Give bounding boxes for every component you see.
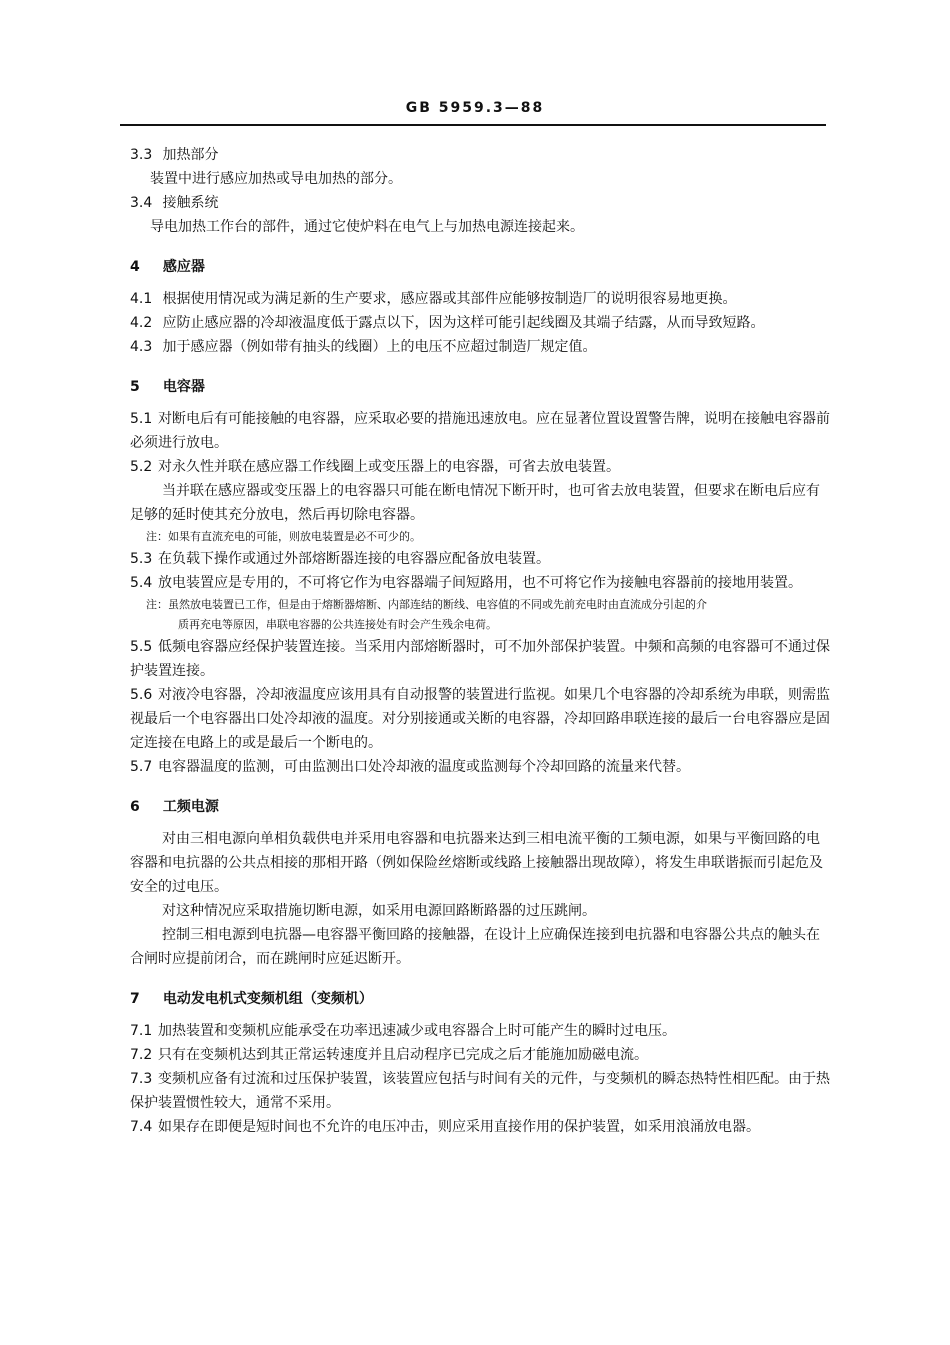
clause-5-4 <box>130 571 830 595</box>
section-number: 5 <box>130 379 140 395</box>
note-5-4 <box>130 595 830 635</box>
section-5-heading <box>130 375 830 399</box>
clause-7-1 <box>130 1019 830 1043</box>
clause-number: 7.3 <box>130 1071 153 1087</box>
clause-text: 对断电后有可能接触的电容器，应采取必要的措施迅速放电。应在显著位置设置警告牌，说明在接触电容器前必须进行放电。 <box>130 411 830 451</box>
clause-title: 接触系统 <box>162 195 219 211</box>
clause-text: 对永久性并联在感应器工作线圈上或变压器上的电容器，可省去放电装置。 <box>158 459 620 475</box>
clause-text: 加热装置和变频机应能承受在功率迅速减少或电容器合上时可能产生的瞬时过电压。 <box>158 1023 676 1039</box>
clause-text: 在负载下操作或通过外部熔断器连接的电容器应配备放电装置。 <box>158 551 550 567</box>
clause-7-4 <box>130 1115 830 1139</box>
clause-5-7 <box>130 755 830 779</box>
clause-5-6 <box>130 683 830 755</box>
section-6-heading <box>130 795 830 819</box>
section-title: 工频电源 <box>162 799 219 815</box>
clause-text: 对液冷电容器，冷却液温度应该用具有自动报警的装置进行监视。如果几个电容器的冷却系统为串联，则需监视最后一个电容器出口处冷却液的温度。对分别接通或关断的电容器，冷却回路串联连接的最后一台电容器应是固定连接在电路上的或是最后一个断电的。 <box>130 687 830 751</box>
clause-number: 5.4 <box>130 575 153 591</box>
section-number: 6 <box>130 799 140 815</box>
clause-number: 5.7 <box>130 759 153 775</box>
section-7-heading <box>130 987 830 1011</box>
clause-number: 7.2 <box>130 1047 153 1063</box>
section-title: 电动发电机式变频机组（变频机） <box>162 991 373 1007</box>
clause-number: 7.1 <box>130 1023 153 1039</box>
clause-number: 5.1 <box>130 411 153 427</box>
note-line: 注：虽然放电装置已工作，但是由于熔断器熔断、内部连结的断线、电容值的不同或先前充电时由直流成分引起的介 <box>146 598 707 611</box>
clause-number: 5.6 <box>130 687 153 703</box>
section-4-heading <box>130 255 830 279</box>
clause-title: 加热部分 <box>162 147 219 163</box>
note-5-2: 注：如果有直流充电的可能，则放电装置是必不可少的。 <box>146 530 421 543</box>
clause-text: 应防止感应器的冷却液温度低于露点以下，因为这样可能引起线圈及其端子结露，从而导致短路。 <box>162 315 765 331</box>
clause-number: 7.4 <box>130 1119 153 1135</box>
clause-text: 变频机应备有过流和过压保护装置，该装置应包括与时间有关的元件，与变频机的瞬态热特性相匹配。由于热保护装置惯性较大，通常不采用。 <box>130 1071 830 1111</box>
section-title: 电容器 <box>162 379 205 395</box>
clause-text: 根据使用情况或为满足新的生产要求，感应器或其部件应能够按制造厂的说明很容易地更换。 <box>162 291 737 307</box>
clause-number: 3.4 <box>130 195 153 211</box>
section-6-paragraph-3: 控制三相电源到电抗器—电容器平衡回路的接触器，在设计上应确保连接到电抗器和电容器公共点的触头在合闸时应提前闭合，而在跳闸时应延迟断开。 <box>130 927 820 967</box>
clause-7-2 <box>130 1043 830 1067</box>
clause-text: 只有在变频机达到其正常运转速度并且启动程序已完成之后才能施加励磁电流。 <box>158 1047 648 1063</box>
header-rule <box>120 124 826 126</box>
clause-5-2 <box>130 455 830 479</box>
clause-4-3 <box>130 335 830 359</box>
clause-4-2 <box>130 311 830 335</box>
clause-4-1 <box>130 287 830 311</box>
clause-5-5 <box>130 635 830 683</box>
section-number: 7 <box>130 991 140 1007</box>
clause-3-3-text: 装置中进行感应加热或导电加热的部分。 <box>150 171 402 187</box>
page-header: GB 5959.3—88 <box>405 100 545 116</box>
document-body <box>130 143 830 1139</box>
clause-text: 放电装置应是专用的，不可将它作为电容器端子间短路用，也不可将它作为接触电容器前的接地用装置。 <box>158 575 802 591</box>
clause-number: 5.2 <box>130 459 153 475</box>
clause-5-2-paragraph: 当并联在感应器或变压器上的电容器只可能在断电情况下断开时，也可省去放电装置，但要求在断电后应有足够的延时使其充分放电，然后再切除电容器。 <box>130 483 820 523</box>
clause-number: 4.3 <box>130 339 153 355</box>
section-6-paragraph-1: 对由三相电源向单相负载供电并采用电容器和电抗器来达到三相电流平衡的工频电源，如果与平衡回路的电容器和电抗器的公共点相接的那相开路（例如保险丝熔断或线路上接触器出现故障），将发生串联谐振而引起危及安全的过电压。 <box>130 831 823 895</box>
clause-number: 5.3 <box>130 551 153 567</box>
clause-5-1 <box>130 407 830 455</box>
clause-3-3 <box>130 143 830 167</box>
clause-text: 电容器温度的监测，可由监测出口处冷却液的温度或监测每个冷却回路的流量来代替。 <box>158 759 690 775</box>
clause-number: 3.3 <box>130 147 153 163</box>
clause-text: 加于感应器（例如带有抽头的线圈）上的电压不应超过制造厂规定值。 <box>162 339 597 355</box>
clause-text: 低频电容器应经保护装置连接。当采用内部熔断器时，可不加外部保护装置。中频和高频的电容器可不通过保护装置连接。 <box>130 639 830 679</box>
section-number: 4 <box>130 259 140 275</box>
section-title: 感应器 <box>162 259 205 275</box>
clause-text: 如果存在即便是短时间也不允许的电压冲击，则应采用直接作用的保护装置，如采用浪涌放电器。 <box>158 1119 760 1135</box>
clause-number: 5.5 <box>130 639 153 655</box>
clause-7-3 <box>130 1067 830 1115</box>
section-6-paragraph-2: 对这种情况应采取措施切断电源，如采用电源回路断路器的过压跳闸。 <box>162 903 596 919</box>
clause-3-4-text: 导电加热工作台的部件，通过它使炉料在电气上与加热电源连接起来。 <box>150 219 584 235</box>
clause-3-4 <box>130 191 830 215</box>
clause-number: 4.2 <box>130 315 153 331</box>
clause-number: 4.1 <box>130 291 153 307</box>
note-line: 质再充电等原因，串联电容器的公共连接处有时会产生残余电荷。 <box>178 618 497 631</box>
clause-5-3 <box>130 547 830 571</box>
